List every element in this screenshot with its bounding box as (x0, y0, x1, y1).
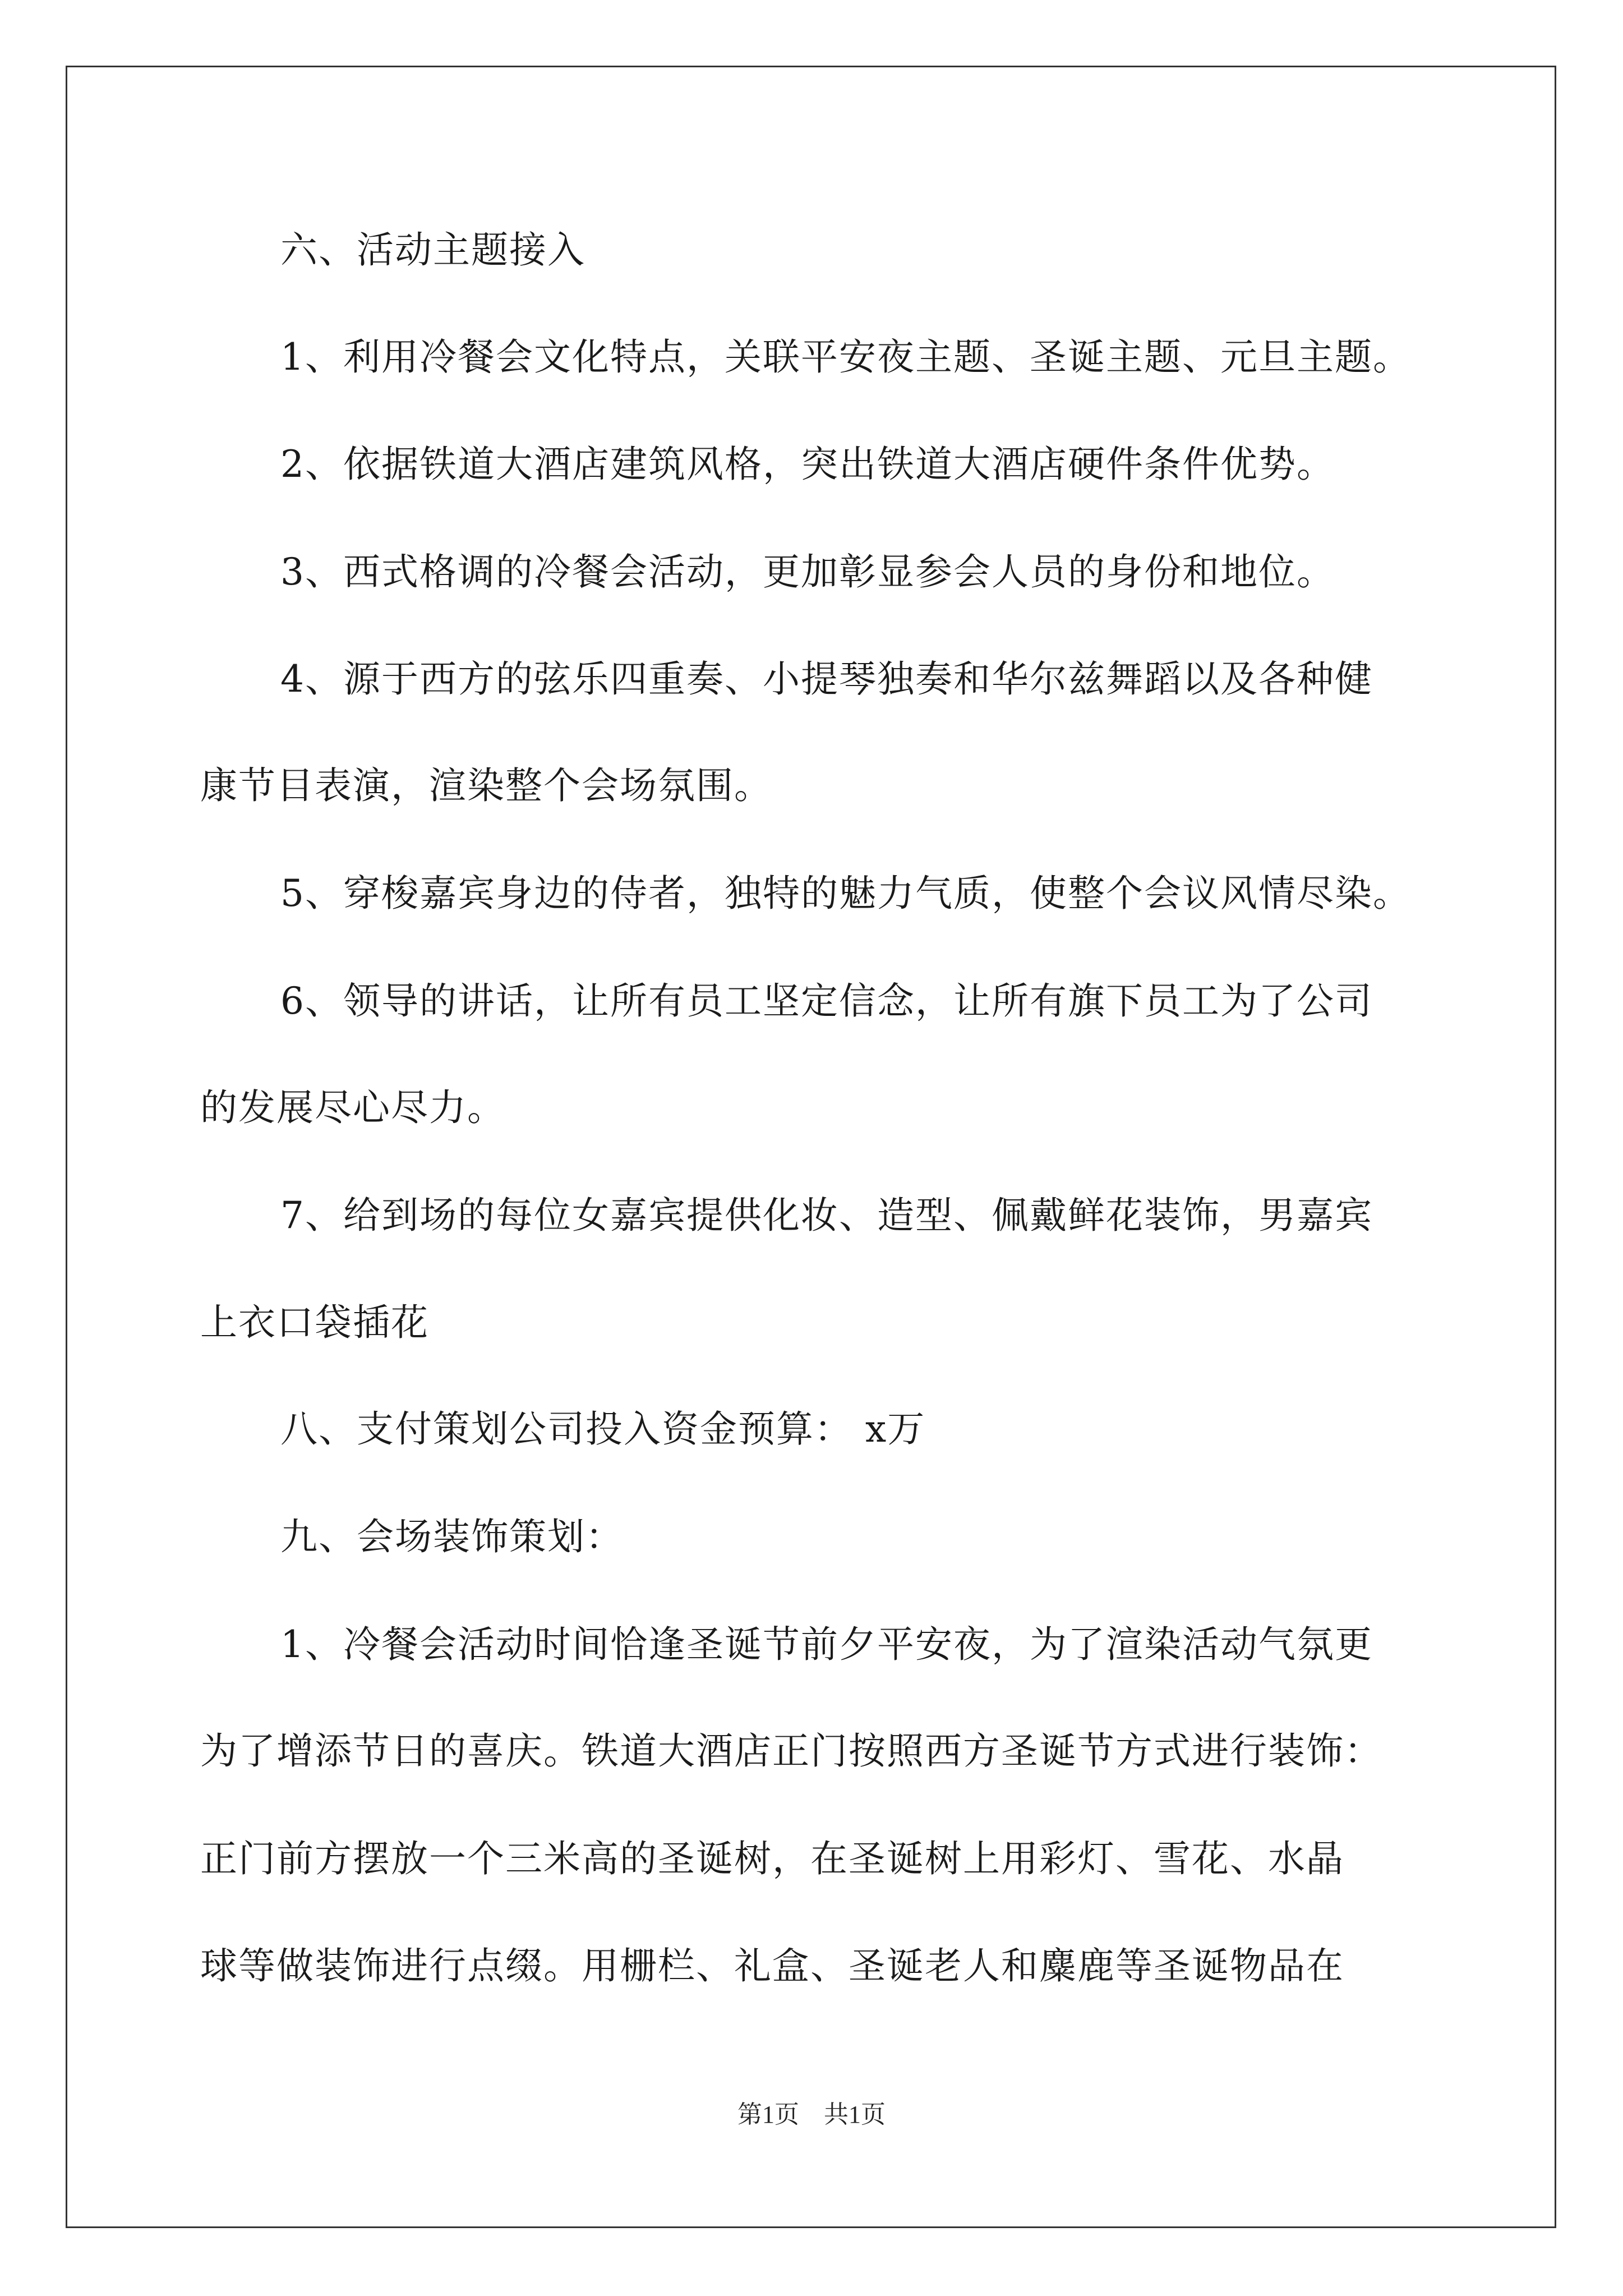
paragraph-line: 7、给到场的每位女嘉宾提供化妆、造型、佩戴鲜花装饰，男嘉宾 (280, 1194, 1373, 1237)
section-heading-9: 九、会场装饰策划： (280, 1515, 624, 1558)
section-heading-8: 八、支付策划公司投入资金预算： x万 (280, 1407, 926, 1451)
paragraph-line: 为了增添节日的喜庆。铁道大酒店正门按照西方圣诞节方式进行装饰： (200, 1729, 1382, 1773)
paragraph-line: 4、源于西方的弦乐四重奏、小提琴独奏和华尔兹舞蹈以及各种健 (280, 657, 1373, 701)
paragraph-line: 的发展尽心尽力。 (200, 1086, 505, 1129)
paragraph-line: 1、利用冷餐会文化特点，关联平安夜主题、圣诞主题、元旦主题。 (280, 335, 1411, 379)
paragraph-line: 正门前方摆放一个三米高的圣诞树，在圣诞树上用彩灯、雪花、水晶 (200, 1837, 1344, 1880)
paragraph-line: 球等做装饰进行点缀。用栅栏、礼盒、圣诞老人和麋鹿等圣诞物品在 (200, 1944, 1344, 1987)
paragraph-line: 3、西式格调的冷餐会活动，更加彰显参会人员的身份和地位。 (280, 550, 1335, 593)
section-heading-6: 六、活动主题接入 (280, 228, 585, 272)
page-footer: 第1页 共1页 (737, 2101, 886, 2128)
paragraph-line: 康节目表演，渲染整个会场氛围。 (200, 764, 772, 807)
paragraph-line: 2、依据铁道大酒店建筑风格，突出铁道大酒店硬件条件优势。 (280, 443, 1335, 486)
page-border (66, 66, 1556, 2228)
paragraph-line: 5、穿梭嘉宾身边的侍者，独特的魅力气质，使整个会议风情尽染。 (280, 872, 1411, 915)
paragraph-line: 1、冷餐会活动时间恰逢圣诞节前夕平安夜，为了渲染活动气氛更 (280, 1623, 1373, 1666)
paragraph-line: 6、领导的讲话，让所有员工坚定信念，让所有旗下员工为了公司 (280, 979, 1373, 1023)
paragraph-line: 上衣口袋插花 (200, 1301, 429, 1344)
